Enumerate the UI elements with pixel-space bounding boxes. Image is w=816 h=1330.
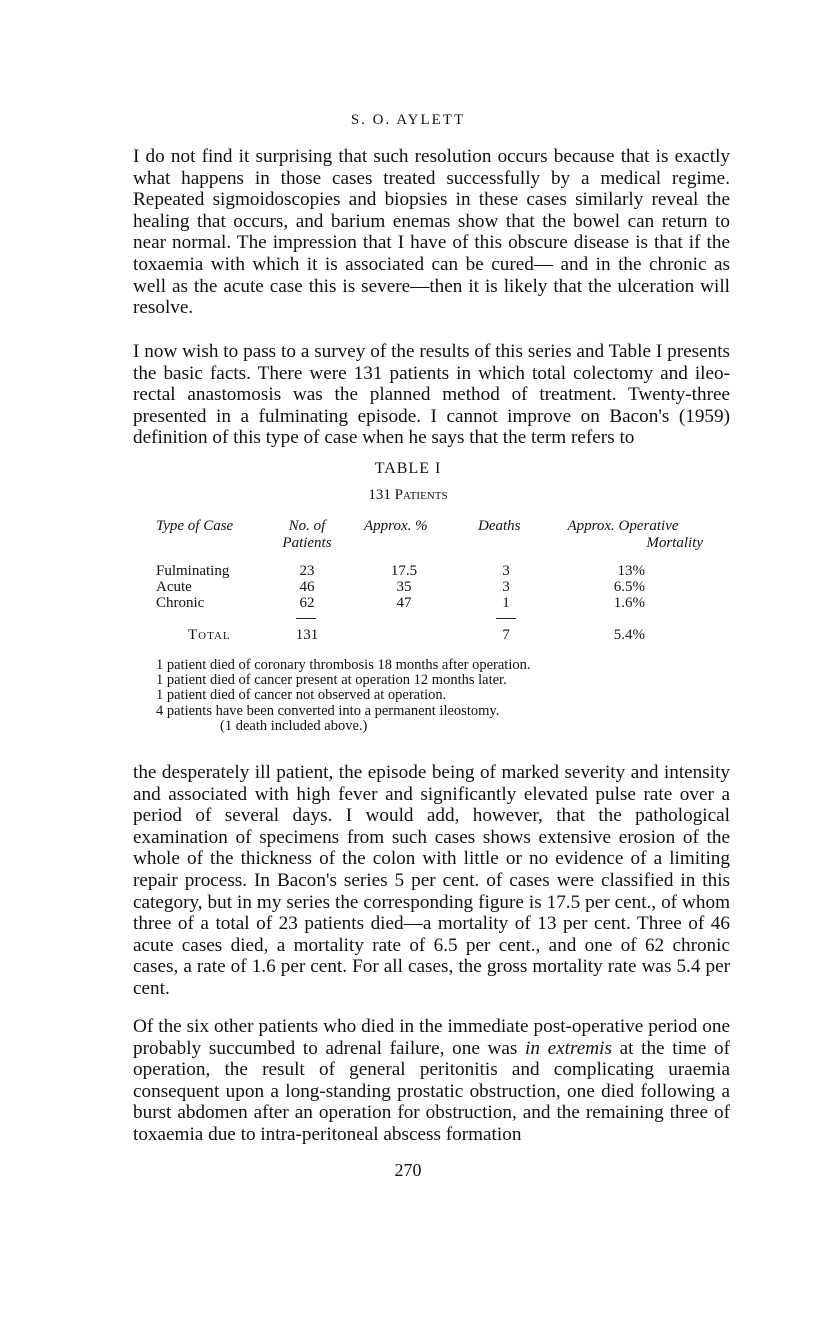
total-deaths: 7 — [502, 627, 510, 643]
total-rule-patients — [296, 618, 316, 619]
table-note: (1 death included above.) — [220, 717, 368, 734]
total-label: Total — [188, 627, 231, 643]
paragraph-4-start: Of the six other patients who died in the immediate post-operative period one probably succumbed to adrenal failure, one was — [133, 1016, 730, 1059]
row-deaths: 3 — [502, 579, 510, 595]
row-deaths: 1 — [502, 595, 510, 611]
row-type: Chronic — [156, 595, 205, 611]
header-type-of-case: Type of Case — [156, 518, 234, 534]
row-mortality: 13% — [617, 563, 645, 579]
header-mortality: Mortality — [646, 535, 703, 551]
header-approx-operative: Approx. Operative — [567, 518, 679, 534]
total-rule-deaths — [496, 618, 516, 619]
header-no-of: No. of — [288, 518, 326, 534]
row-patients: 23 — [299, 563, 315, 579]
row-patients: 46 — [299, 579, 315, 595]
row-type: Acute — [156, 579, 192, 595]
header-deaths: Deaths — [478, 518, 521, 534]
row-mortality: 6.5% — [613, 579, 645, 595]
row-pct: 35 — [396, 579, 412, 595]
paragraph-4-end: at the time of operation, the result of general peritonitis and complicating uraemia consequent upon a long-standing prostatic obstruction, one died following a burst abdomen after an operation for obstruction, and the remaining three of toxaemia due to intra-peritoneal abscess formation — [133, 1037, 731, 1145]
running-head: S. O. AYLETT — [350, 112, 466, 128]
total-patients: 131 — [295, 627, 319, 643]
row-type: Fulminating — [156, 563, 230, 579]
table-note: 1 patient died of coronary thrombosis 18 months after operation. — [156, 657, 531, 673]
row-pct: 47 — [396, 595, 412, 611]
paragraph-4 — [133, 1016, 730, 1146]
row-deaths: 3 — [502, 563, 510, 579]
paragraph-4-italic: in extremis — [525, 1037, 612, 1059]
table-title: TABLE I — [374, 460, 442, 477]
table-notes — [156, 658, 531, 734]
table-subtitle: 131 Patients — [368, 487, 448, 503]
paragraph-1: I do not find it surprising that such resolution occurs because that is exactly what happens in those cases treated successfully by a medical regime. Repeated sigmoidoscopies and biopsies in these cases similarly reveal the healing that occurs, and barium enemas show that the bowel can return to near normal. The impression that I have of this obscure disease is that if the toxaemia with which it is associated can be cured— and in the chronic as well as the acute case this is severe—then it is likely that the ulceration will resolve. — [133, 146, 730, 319]
row-pct: 17.5 — [390, 563, 418, 579]
table-note: 1 patient died of cancer present at operation 12 months later. — [156, 672, 507, 689]
total-mortality: 5.4% — [613, 627, 645, 643]
table-note: 1 patient died of cancer not observed at operation. — [156, 687, 447, 704]
table-note: 4 patients have been converted into a permanent ileostomy. — [156, 702, 500, 719]
row-patients: 62 — [299, 595, 315, 611]
page-number: 270 — [394, 1160, 422, 1180]
paragraph-2: I now wish to pass to a survey of the results of this series and Table I presents the basic facts. There were 131 patients in which total colectomy and ileo-rectal anastomosis was the planned method of treatment. Twenty-three presented in a fulminating episode. I cannot improve on Bacon's (1959) definition of this type of case when he says that the term refers to — [133, 341, 730, 449]
paragraph-3: the desperately ill patient, the episode being of marked severity and intensity and associated with high fever and significantly elevated pulse rate over a period of several days. I would add, however, that the pathological examination of specimens from such cases shows extensive erosion of the whole of the thickness of the colon with little or no evidence of a limiting repair process. In Bacon's series 5 per cent. of cases were classified in this category, but in my series the corresponding figure is 17.5 per cent., of whom three of a total of 23 patients died—a mortality of 13 per cent. Three of 46 acute cases died, a mortality rate of 6.5 per cent., and one of 62 chronic cases, a rate of 1.6 per cent. For all cases, the gross mortality rate was 5.4 per cent. — [133, 762, 730, 999]
header-approx-pct: Approx. % — [364, 518, 428, 534]
header-patients: Patients — [282, 535, 332, 551]
row-mortality: 1.6% — [613, 595, 645, 611]
